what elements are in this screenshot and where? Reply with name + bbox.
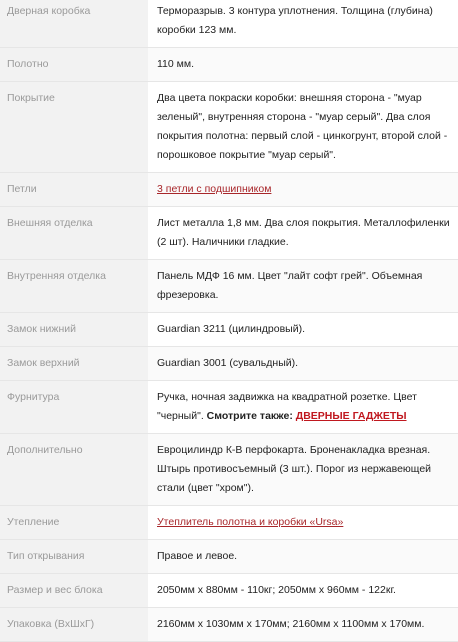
- spec-value: Два цвета покраски коробки: внешняя сторона - "муар зеленый", внутренняя сторона - "муар серый". Два слоя покрытия полотна: первый слой - цинкогрунт, второй слой - порошковое покрытие "муар серый".: [148, 82, 458, 173]
- insulation-link[interactable]: Утеплитель полотна и коробки «Ursa»: [157, 516, 344, 528]
- spec-label: Утепление: [0, 506, 148, 540]
- spec-row-exterior-finish: [0, 207, 458, 260]
- spec-value: Евроцилиндр К-В перфокарта. Броненакладка врезная. Штырь противосъемный (3 шт.). Порог из нержавеющей стали (цвет "хром").: [148, 434, 458, 506]
- spec-label: Дверная коробка: [0, 0, 148, 48]
- spec-row-packaging: [0, 608, 458, 642]
- spec-value: [148, 506, 458, 540]
- spec-label: Полотно: [0, 48, 148, 82]
- spec-row-interior-finish: [0, 260, 458, 313]
- spec-row-lower-lock: [0, 313, 458, 347]
- spec-label: Внутренняя отделка: [0, 260, 148, 313]
- spec-value: Правое и левое.: [148, 540, 458, 574]
- spec-row-hardware: [0, 381, 458, 434]
- hardware-text: Ручка, ночная задвижка на квадратной розетке. Цвет "черный".: [157, 391, 417, 422]
- spec-value: Панель МДФ 16 мм. Цвет "лайт софт грей". Объемная фрезеровка.: [148, 260, 458, 313]
- spec-row-additional: [0, 434, 458, 506]
- spec-value: 2050мм х 880мм - 110кг; 2050мм х 960мм - 122кг.: [148, 574, 458, 608]
- spec-row-coating: [0, 82, 458, 173]
- door-gadgets-link[interactable]: ДВЕРНЫЕ ГАДЖЕТЫ: [295, 410, 407, 422]
- spec-row-leaf: [0, 48, 458, 82]
- spec-label: Петли: [0, 173, 148, 207]
- spec-value: 2160мм х 1030мм х 170мм; 2160мм х 1100мм х 170мм.: [148, 608, 458, 642]
- see-also-label: Смотрите также:: [206, 410, 293, 422]
- spec-value: Guardian 3001 (сувальдный).: [148, 347, 458, 381]
- spec-label: Упаковка (ВхШхГ): [0, 608, 148, 642]
- spec-value: [148, 173, 458, 207]
- spec-value: Терморазрыв. 3 контура уплотнения. Толщина (глубина) коробки 123 мм.: [148, 0, 458, 48]
- spec-row-hinges: [0, 173, 458, 207]
- spec-label: Тип открывания: [0, 540, 148, 574]
- spec-label: Замок нижний: [0, 313, 148, 347]
- spec-label: Внешняя отделка: [0, 207, 148, 260]
- spec-row-insulation: [0, 506, 458, 540]
- spec-row-upper-lock: [0, 347, 458, 381]
- spec-label: Фурнитура: [0, 381, 148, 434]
- spec-row-opening-type: [0, 540, 458, 574]
- spec-label: Размер и вес блока: [0, 574, 148, 608]
- spec-row-door-frame: [0, 0, 458, 48]
- spec-label: Замок верхний: [0, 347, 148, 381]
- hinges-link[interactable]: 3 петли с подшипником: [157, 183, 272, 195]
- spec-value: [148, 381, 458, 434]
- spec-label: Дополнительно: [0, 434, 148, 506]
- spec-value: 110 мм.: [148, 48, 458, 82]
- spec-label: Покрытие: [0, 82, 148, 173]
- spec-value: Лист металла 1,8 мм. Два слоя покрытия. Металлофиленки (2 шт). Наличники гладкие.: [148, 207, 458, 260]
- spec-row-size-weight: [0, 574, 458, 608]
- spec-value: Guardian 3211 (цилиндровый).: [148, 313, 458, 347]
